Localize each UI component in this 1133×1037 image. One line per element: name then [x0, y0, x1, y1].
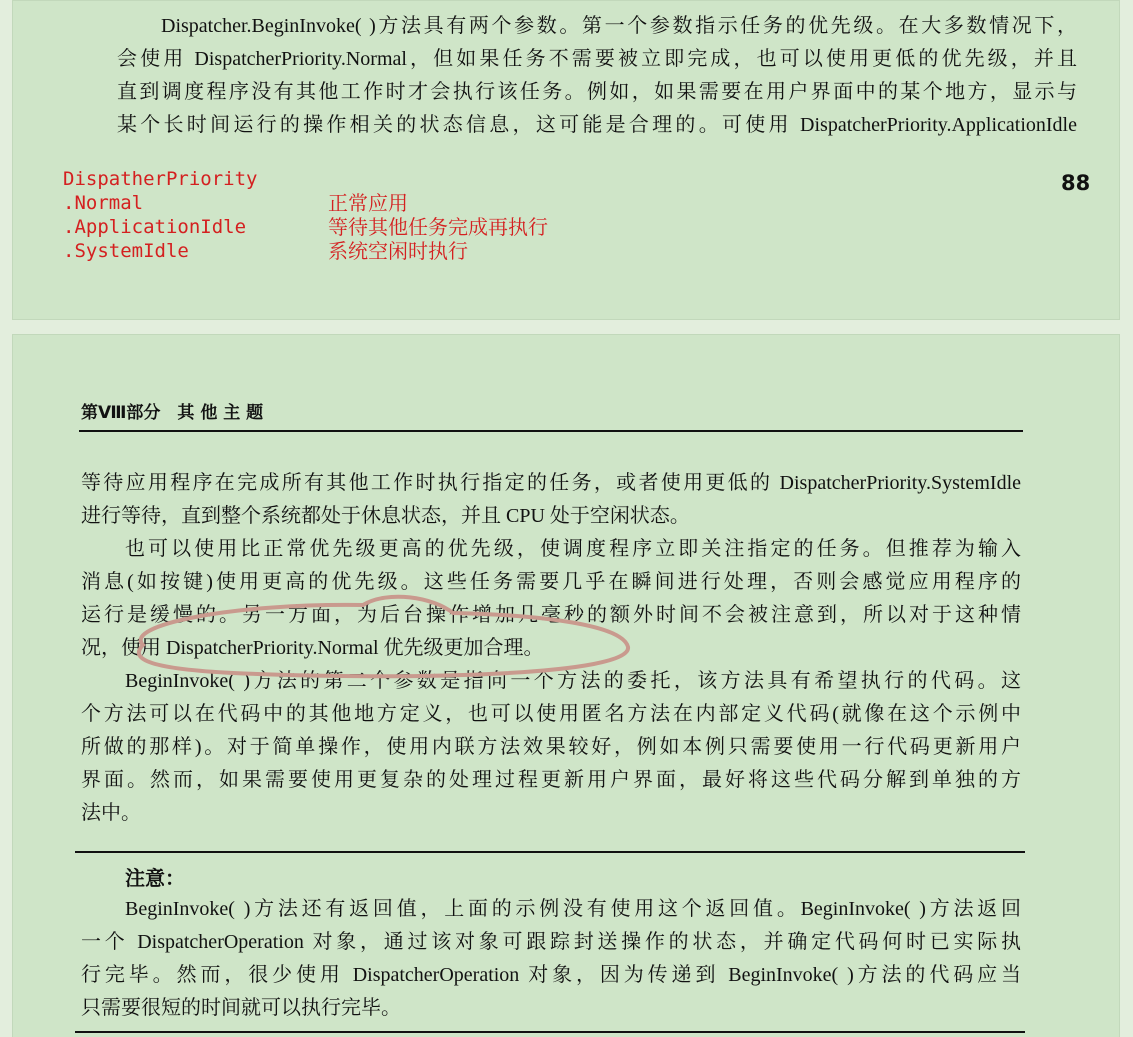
text-line: 消息(如按键)使用更高的优先级。这些任务需要几乎在瞬间进行处理，否则会感觉应用程序的 — [81, 571, 1021, 593]
text-line: 况，使用 DispatcherPriority.Normal 优先级更加合理。 — [81, 637, 544, 659]
handwritten-notes-right — [328, 191, 548, 263]
text-line: Dispatcher.BeginInvoke( )方法具有两个参数。第一个参数指示任务的优先级。在大多数情况下， — [161, 15, 1077, 37]
text-line: 个方法可以在代码中的其他地方定义，也可以使用匿名方法在内部定义代码(就像在这个示例中 — [81, 703, 1021, 725]
text-line: 进行等待，直到整个系统都处于休息状态，并且 CPU 处于空闲状态。 — [81, 505, 690, 527]
note-line: 等待其他任务完成再执行 — [328, 215, 548, 239]
handwritten-notes-left — [63, 167, 257, 263]
header-rule — [79, 430, 1023, 432]
note-title: 注意： — [125, 868, 185, 890]
top-page-fragment — [12, 0, 1120, 320]
body-text — [81, 467, 1021, 830]
text-line: BeginInvoke( )方法的第二个参数是指向一个方法的委托，该方法具有希望执行的代码。这 — [125, 670, 1021, 692]
text-line: 所做的那样)。对于简单操作，使用内联方法效果较好，例如本例只需要使用一行代码更新用户 — [81, 736, 1021, 758]
top-paragraph — [117, 10, 1077, 142]
note-line: .Normal — [63, 192, 144, 214]
note-line: .ApplicationIdle — [63, 216, 247, 238]
text-line: 界面。然而，如果需要使用更复杂的处理过程更新用户界面，最好将这些代码分解到单独的方 — [81, 769, 1021, 791]
text-line: 法中。 — [81, 802, 141, 824]
note-rule-top — [75, 851, 1025, 853]
note-line: 正常应用 — [328, 191, 408, 215]
text-line: 会使用 DispatcherPriority.Normal，但如果任务不需要被立即完成，也可以使用更低的优先级，并且 — [117, 48, 1077, 70]
note-text — [81, 893, 1021, 1025]
page-number: 88 — [1061, 171, 1091, 195]
text-line: 直到调度程序没有其他工作时才会执行该任务。例如，如果需要在用户界面中的某个地方，显示与 — [117, 81, 1077, 103]
section-header: 第Ⅷ部分 其 他 主 题 — [81, 403, 264, 423]
note-line: DispatherPriority — [63, 168, 258, 190]
text-line: 运行是缓慢的。另一方面，为后台操作增加几毫秒的额外时间不会被注意到，所以对于这种情 — [81, 604, 1021, 626]
text-line: 某个长时间运行的操作相关的状态信息，这可能是合理的。可使用 DispatcherPriority.ApplicationIdle — [117, 114, 1077, 136]
text-line: 一个 DispatcherOperation 对象，通过该对象可跟踪封送操作的状态，并确定代码何时已实际执 — [81, 931, 1021, 953]
text-line: 等待应用程序在完成所有其他工作时执行指定的任务，或者使用更低的 DispatcherPriority.SystemIdle — [81, 472, 1021, 494]
text-line: 只需要很短的时间就可以执行完毕。 — [81, 997, 401, 1019]
book-page — [12, 334, 1120, 1037]
text-line: 也可以使用比正常优先级更高的优先级，使调度程序立即关注指定的任务。但推荐为输入 — [125, 538, 1021, 560]
note-line: .SystemIdle — [63, 240, 189, 262]
text-line: BeginInvoke( )方法还有返回值，上面的示例没有使用这个返回值。BeginInvoke( )方法返回 — [125, 898, 1021, 920]
note-line: 系统空闲时执行 — [328, 239, 468, 263]
text-line: 行完毕。然而，很少使用 DispatcherOperation 对象，因为传递到 BeginInvoke( )方法的代码应当 — [81, 964, 1021, 986]
note-rule-bottom — [75, 1031, 1025, 1033]
